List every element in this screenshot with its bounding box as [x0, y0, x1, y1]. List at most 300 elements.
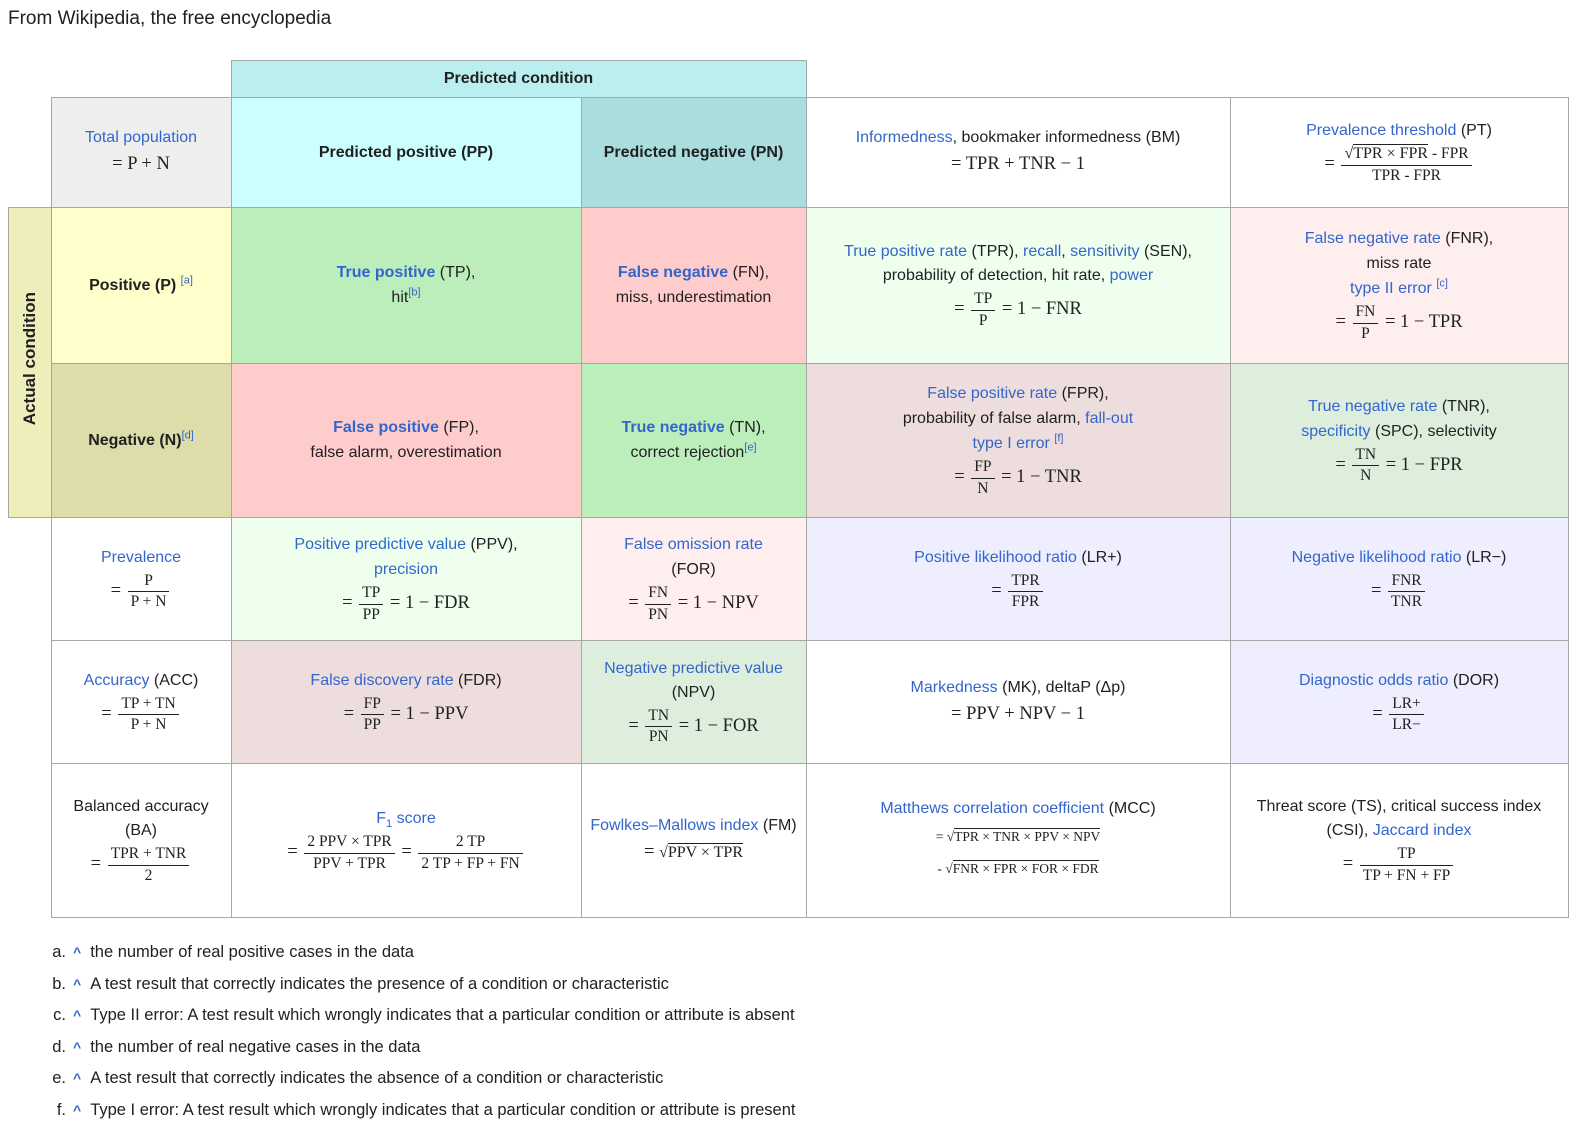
- link-total-population[interactable]: Total population: [84, 129, 198, 147]
- cell-line: [815, 407, 1222, 431]
- actual-condition-label: [9, 208, 52, 518]
- cell-line: [60, 795, 223, 843]
- text: Actual condition: [20, 291, 39, 426]
- math-text: P: [144, 571, 153, 589]
- math-text: 2: [144, 866, 153, 884]
- text: (LR−): [1461, 548, 1507, 566]
- cell-line: [1239, 571, 1560, 612]
- text: probability of false alarm,: [902, 410, 1086, 428]
- cell-line: [240, 807, 573, 831]
- fraction-numerator: [1341, 144, 1471, 166]
- fraction-numerator: [118, 694, 178, 715]
- footnote-text: the number of real negative cases in the data: [90, 1037, 421, 1056]
- footnotes-list: [8, 942, 1568, 1131]
- square-root: [945, 856, 1098, 882]
- fraction-numerator: [108, 844, 190, 865]
- math-text: =: [644, 842, 660, 863]
- cell-line: [60, 274, 223, 298]
- cell-line: [815, 126, 1222, 150]
- fraction-denominator: [645, 727, 672, 747]
- cell-line: [590, 839, 798, 867]
- math-text: P: [1361, 324, 1370, 342]
- cell-positive-predictive-value: [231, 518, 581, 641]
- math-text: =: [396, 842, 417, 863]
- fraction-denominator: [1389, 715, 1424, 735]
- math-text: FNR: [1391, 571, 1422, 589]
- text: (TPR),: [967, 243, 1024, 261]
- link-accuracy[interactable]: Accuracy: [83, 671, 150, 689]
- cell-line: [1239, 420, 1560, 444]
- footnote-item: [8, 1005, 1568, 1025]
- cell-positive-likelihood-ratio: [806, 518, 1230, 641]
- text: , bookmaker informedness (BM): [952, 129, 1181, 147]
- footnote-backref-caret[interactable]: ^: [73, 1038, 82, 1055]
- link-diagnostic-odds-ratio[interactable]: Diagnostic odds ratio: [1298, 671, 1449, 689]
- cell-line: [590, 261, 798, 285]
- math-text: = PPV + NPV − 1: [951, 703, 1085, 724]
- fraction-numerator: [1360, 844, 1454, 865]
- fraction-numerator: [128, 571, 170, 592]
- math-text: FP: [974, 458, 992, 476]
- footnote-backref-caret[interactable]: ^: [73, 1007, 82, 1023]
- cell-line: [590, 558, 798, 582]
- cell-line: [815, 854, 1222, 884]
- link-fowlkes-mallows-index[interactable]: Fowlkes–Mallows index: [590, 817, 759, 835]
- text: correct rejection: [630, 444, 745, 461]
- cell-line: [60, 429, 223, 453]
- text: hit: [391, 289, 409, 306]
- math-text: =: [935, 829, 947, 845]
- math-text: TPR - FPR: [1372, 166, 1441, 184]
- link-f[interactable]: F: [376, 810, 387, 828]
- cell-line: [240, 416, 573, 440]
- math-text: = 1 − PPV: [385, 703, 469, 724]
- footnote-label: f.: [56, 1100, 66, 1119]
- cell-balanced-accuracy: [51, 764, 231, 918]
- footnote-item: [8, 1037, 1568, 1057]
- fraction: [1389, 694, 1424, 735]
- text: miss rate: [1366, 255, 1432, 273]
- confusion-matrix-table: [8, 60, 1569, 918]
- link-specificity[interactable]: specificity: [1301, 422, 1371, 440]
- cell-f1-score: [231, 764, 581, 918]
- fraction: [418, 832, 522, 873]
- math-text: - FPR: [1428, 145, 1469, 163]
- fraction: [304, 832, 394, 873]
- fraction-numerator: [1389, 694, 1424, 715]
- math-text: =: [1370, 580, 1387, 601]
- cell-line: [815, 546, 1222, 570]
- math-text: FP: [363, 694, 381, 712]
- footnote-text: A test result that correctly indicates the absence of a condition or characteristic: [90, 1069, 664, 1087]
- math-text: =: [1335, 454, 1351, 475]
- math-text: N: [977, 479, 989, 497]
- cell-line: [240, 141, 573, 165]
- link-subscript[interactable]: 1: [386, 818, 393, 831]
- link-true-negative[interactable]: True negative: [621, 419, 725, 436]
- footnote-item: [8, 974, 1568, 994]
- fraction: [1008, 571, 1042, 612]
- fraction: [359, 583, 383, 624]
- cell-line: [815, 571, 1222, 612]
- cell-false-negative-rate: [1230, 208, 1568, 364]
- math-text: PN: [648, 728, 669, 745]
- cell-line: [815, 151, 1222, 179]
- link-true-negative-rate[interactable]: True negative rate: [1308, 397, 1438, 415]
- math-text: TPR + TNR: [110, 845, 187, 863]
- text: (ACC): [149, 671, 199, 689]
- text: (NPV): [671, 683, 716, 701]
- cell-accuracy: [51, 641, 231, 764]
- cell-true-negative-rate: [1230, 364, 1568, 518]
- fraction-denominator: [108, 866, 190, 886]
- text: (DOR): [1448, 671, 1500, 689]
- left-spacer: [9, 764, 52, 918]
- text: (MK), deltaP (Δp): [997, 678, 1126, 696]
- cell-line: [240, 583, 573, 624]
- fraction-denominator: [304, 854, 394, 874]
- cell-threat-score: [1230, 764, 1568, 918]
- fraction-denominator: [118, 715, 178, 735]
- fraction-numerator: [1353, 302, 1379, 323]
- footnote-label: c.: [53, 1006, 66, 1024]
- predicted-condition-banner: [231, 61, 806, 98]
- math-text: FN: [1355, 303, 1376, 321]
- cell-line: [60, 844, 223, 885]
- footnote-label: b.: [52, 974, 66, 993]
- footnote-item: [8, 1100, 1568, 1120]
- math-text: =: [954, 299, 970, 320]
- cell-line: [590, 657, 798, 705]
- cell-line: [1239, 227, 1560, 251]
- cell-false-discovery-rate: [231, 641, 581, 764]
- math-text: TP + FN + FP: [1362, 866, 1451, 884]
- cell-line: [1239, 119, 1560, 143]
- link-informedness[interactable]: Informedness: [855, 129, 953, 147]
- math-text: =: [1342, 854, 1358, 875]
- fraction-numerator: [645, 583, 671, 604]
- fraction-denominator: [359, 605, 383, 625]
- footnote-text: A test result that correctly indicates the presence of a condition or characteristic: [90, 974, 669, 993]
- link-sensitivity[interactable]: sensitivity: [1070, 243, 1140, 261]
- text: (FP),: [438, 419, 479, 436]
- math-text: TP: [974, 290, 993, 308]
- link-false-omission-rate[interactable]: False omission rate: [624, 536, 763, 554]
- math-text: =: [1324, 154, 1340, 175]
- footnote-ref-a[interactable]: [a]: [180, 274, 193, 287]
- radicand: FNR × FPR × FOR × FDR: [952, 860, 1099, 876]
- math-text: =: [90, 854, 106, 875]
- top-right-spacer: [806, 61, 1568, 98]
- cell-line: [20, 292, 39, 425]
- cell-diagnostic-odds-ratio: [1230, 641, 1568, 764]
- fraction-numerator: [1388, 571, 1425, 592]
- math-text: P: [978, 311, 988, 329]
- link-matthews-correlation-coefficient[interactable]: Matthews correlation coefficient: [880, 800, 1105, 818]
- cell-line: [1239, 445, 1560, 486]
- cell-true-positive: [231, 208, 581, 364]
- link-false-negative[interactable]: False negative: [617, 264, 729, 281]
- fraction-denominator: [1360, 866, 1454, 886]
- cell-line: [815, 240, 1222, 288]
- cell-line: [590, 533, 798, 557]
- cell-line: [240, 669, 573, 693]
- cell-line: [590, 814, 798, 838]
- fraction-denominator: [361, 715, 384, 735]
- fraction-numerator: [971, 457, 994, 478]
- text: miss, underestimation: [615, 289, 772, 306]
- text: (SEN), probability of detection, hit rate,: [882, 243, 1192, 285]
- footnote-ref-f[interactable]: [f]: [1054, 433, 1064, 446]
- square-root: [947, 824, 1101, 850]
- text: (TN),: [724, 419, 766, 436]
- left-spacer: [9, 641, 52, 764]
- link-jaccard-index[interactable]: Jaccard index: [1372, 822, 1472, 840]
- math-text: TN: [1355, 445, 1377, 463]
- cell-line: [1239, 694, 1560, 735]
- cell-line: [590, 286, 798, 310]
- cell-line: [1239, 144, 1560, 186]
- cell-line: [240, 558, 573, 582]
- cell-line: [240, 441, 573, 465]
- link-false-positive[interactable]: False positive: [333, 419, 439, 436]
- math-text: =: [287, 842, 303, 863]
- vertical-label: [17, 291, 43, 426]
- cell-line: [815, 701, 1222, 729]
- fraction: [971, 457, 994, 498]
- cell-line: [815, 382, 1222, 406]
- footnote-label: d.: [52, 1037, 66, 1056]
- text: Negative (N): [88, 431, 182, 449]
- link-markedness[interactable]: Markedness: [910, 678, 998, 696]
- footnote-text: Type II error: A test result which wrongly indicates that a particular condition or attribute is absent: [90, 1006, 795, 1024]
- text: Threat score (TS), critical success index (CSI),: [1256, 798, 1542, 840]
- footnote-backref-caret[interactable]: ^: [73, 1101, 82, 1118]
- link-true-positive-rate[interactable]: True positive rate: [844, 243, 968, 261]
- cell-false-positive: [231, 364, 581, 518]
- fraction-numerator: [645, 706, 672, 727]
- link-negative-predictive-value[interactable]: Negative predictive value: [604, 659, 783, 677]
- radical-sign-icon: √: [945, 860, 953, 876]
- fraction-numerator: [359, 583, 383, 604]
- math-text: =: [342, 593, 358, 614]
- text: (FNR),: [1440, 230, 1494, 248]
- footnote-backref-caret[interactable]: ^: [73, 944, 82, 960]
- cell-predicted-positive: [231, 98, 581, 208]
- cell-line: [240, 286, 573, 310]
- footnote-item: [8, 942, 1568, 962]
- fraction-denominator: [1352, 466, 1379, 486]
- fraction-numerator: [304, 832, 394, 853]
- cell-line: [1239, 669, 1560, 693]
- cell-line: [240, 533, 573, 557]
- text: false alarm, overestimation: [310, 444, 502, 461]
- cell-line: [1239, 395, 1560, 419]
- cell-line: [815, 676, 1222, 700]
- link-fall-out[interactable]: fall-out: [1085, 410, 1134, 428]
- text: Positive (P): [89, 276, 181, 294]
- cell-false-negative: [581, 208, 806, 364]
- link-negative-likelihood-ratio[interactable]: Negative likelihood ratio: [1291, 548, 1462, 566]
- footnote-item: [8, 1068, 1568, 1088]
- math-text: 2 TP + FP + FN: [421, 854, 520, 872]
- math-text: 2 TP: [455, 833, 486, 851]
- math-text: = P + N: [112, 154, 170, 175]
- link-precision[interactable]: precision: [373, 561, 439, 579]
- math-text: FPR: [1011, 593, 1040, 610]
- cell-line: [1239, 277, 1560, 301]
- math-text: TP: [362, 584, 381, 602]
- fraction: [1353, 302, 1379, 343]
- footnote-ref-b[interactable]: [b]: [408, 286, 421, 299]
- link-positive-likelihood-ratio[interactable]: Positive likelihood ratio: [914, 548, 1077, 566]
- text: (SPC), selectivity: [1370, 422, 1497, 440]
- page-subtitle: From Wikipedia, the free encyclopedia: [8, 8, 332, 29]
- cell-line: [60, 669, 223, 693]
- radicand: PPV × TPR: [667, 844, 743, 862]
- text: (PT): [1456, 122, 1492, 140]
- corner-spacer: [9, 61, 232, 98]
- footnote-ref-d[interactable]: [d]: [181, 429, 194, 442]
- fraction-denominator: [1341, 166, 1471, 186]
- cell-negative-head: [51, 364, 231, 518]
- link-true-positive[interactable]: True positive: [336, 264, 436, 281]
- fraction-denominator: [1353, 324, 1379, 344]
- link-positive-predictive-value[interactable]: Positive predictive value: [294, 536, 467, 554]
- math-text: =: [1335, 312, 1351, 333]
- link-power[interactable]: power: [1109, 267, 1154, 285]
- math-text: =: [101, 703, 117, 724]
- fraction-numerator: [418, 832, 522, 853]
- link-score[interactable]: score: [392, 810, 436, 828]
- math-text: PPV + TPR: [313, 854, 386, 872]
- square-root: [659, 841, 743, 865]
- footnote-ref-c[interactable]: [c]: [1436, 278, 1448, 291]
- math-text: =: [954, 467, 970, 488]
- text: (FPR),: [1057, 385, 1109, 403]
- cell-true-positive-rate: [806, 208, 1230, 364]
- radical-sign-icon: √: [659, 844, 668, 862]
- cell-line: [815, 457, 1222, 498]
- math-text: PP: [362, 605, 380, 623]
- math-text: N: [1360, 467, 1372, 484]
- math-text: = 1 − FPR: [1381, 454, 1463, 475]
- link-false-discovery-rate[interactable]: False discovery rate: [310, 671, 454, 689]
- fraction-denominator: [1388, 592, 1425, 612]
- math-text: TP: [1397, 845, 1416, 863]
- cell-total-population: [51, 98, 231, 208]
- text: (FDR): [453, 671, 502, 689]
- cell-line: [1239, 302, 1560, 343]
- math-text: PP: [363, 716, 381, 733]
- fraction: [645, 706, 672, 747]
- footnote-ref-e[interactable]: [e]: [744, 441, 757, 454]
- cell-line: [1239, 795, 1560, 843]
- footnote-backref-caret[interactable]: ^: [73, 975, 82, 992]
- text: Predicted condition: [443, 70, 594, 87]
- math-text: =: [343, 703, 359, 724]
- math-text: = 1 − FDR: [385, 593, 470, 614]
- footnote-label: a.: [52, 943, 66, 961]
- link-false-positive-rate[interactable]: False positive rate: [927, 385, 1058, 403]
- cell-negative-likelihood-ratio: [1230, 518, 1568, 641]
- cell-line: [815, 822, 1222, 852]
- fraction: [1352, 445, 1379, 486]
- left-spacer: [9, 98, 52, 208]
- radicand: TPR × TNR × PPV × NPV: [954, 829, 1101, 845]
- fraction-numerator: [971, 289, 995, 310]
- math-text: TN: [648, 706, 670, 724]
- cell-line: [1239, 844, 1560, 885]
- cell-positive-head: [51, 208, 231, 364]
- fraction-numerator: [1352, 445, 1379, 466]
- math-text: =: [1372, 703, 1388, 724]
- text: (PPV),: [466, 536, 518, 554]
- cell-line: [1239, 546, 1560, 570]
- footnote-text: the number of real positive cases in the data: [90, 943, 414, 961]
- cell-line: [60, 546, 223, 570]
- fraction: [1360, 844, 1454, 885]
- math-text: =: [628, 715, 644, 736]
- fraction-denominator: [418, 854, 522, 874]
- link-type-i-error[interactable]: type I error: [972, 435, 1050, 453]
- link-prevalence[interactable]: Prevalence: [100, 548, 182, 566]
- math-text: = 1 − FOR: [674, 715, 759, 736]
- cell-fowlkes-mallows-index: [581, 764, 806, 918]
- link-prevalence-threshold[interactable]: Prevalence threshold: [1306, 122, 1457, 140]
- cell-matthews-correlation-coefficient: [806, 764, 1230, 918]
- footnote-backref-caret[interactable]: ^: [73, 1070, 82, 1086]
- fraction: [971, 289, 995, 330]
- math-text: TPR: [1011, 571, 1040, 589]
- math-text: = 1 − FNR: [997, 299, 1082, 320]
- square-root: [1344, 144, 1428, 165]
- math-text: LR−: [1392, 716, 1421, 733]
- fraction-denominator: [1008, 592, 1042, 612]
- cell-line: [60, 694, 223, 735]
- cell-false-positive-rate: [806, 364, 1230, 518]
- cell-line: [60, 151, 223, 179]
- math-text: =: [991, 580, 1007, 601]
- fraction: [361, 694, 384, 735]
- fraction: [645, 583, 671, 624]
- link-false-negative-rate[interactable]: False negative rate: [1304, 230, 1441, 248]
- cell-true-negative: [581, 364, 806, 518]
- math-text: TP + TN: [121, 694, 176, 712]
- math-text: LR+: [1392, 694, 1421, 712]
- footnote-text: Type I error: A test result which wrongly indicates that a particular condition or attribute is present: [90, 1100, 796, 1119]
- text: (FM): [758, 817, 797, 835]
- math-text: = 1 − TNR: [996, 467, 1082, 488]
- cell-prevalence: [51, 518, 231, 641]
- fraction: [118, 694, 178, 735]
- text: Balanced accuracy (BA): [73, 798, 209, 840]
- cell-line: [815, 432, 1222, 456]
- math-text: 2 PPV × TPR: [307, 833, 392, 851]
- fraction-denominator: [971, 479, 994, 499]
- left-spacer: [9, 518, 52, 641]
- link-recall[interactable]: recall: [1023, 243, 1062, 261]
- link-type-ii-error[interactable]: type II error: [1350, 280, 1432, 298]
- text: Predicted negative (PN): [603, 143, 784, 161]
- cell-line: [590, 141, 798, 165]
- fraction: [128, 571, 170, 612]
- cell-line: [590, 583, 798, 624]
- fraction: [108, 844, 190, 885]
- cell-line: [590, 706, 798, 747]
- text: (FN),: [728, 264, 770, 281]
- math-text: FN: [648, 584, 669, 602]
